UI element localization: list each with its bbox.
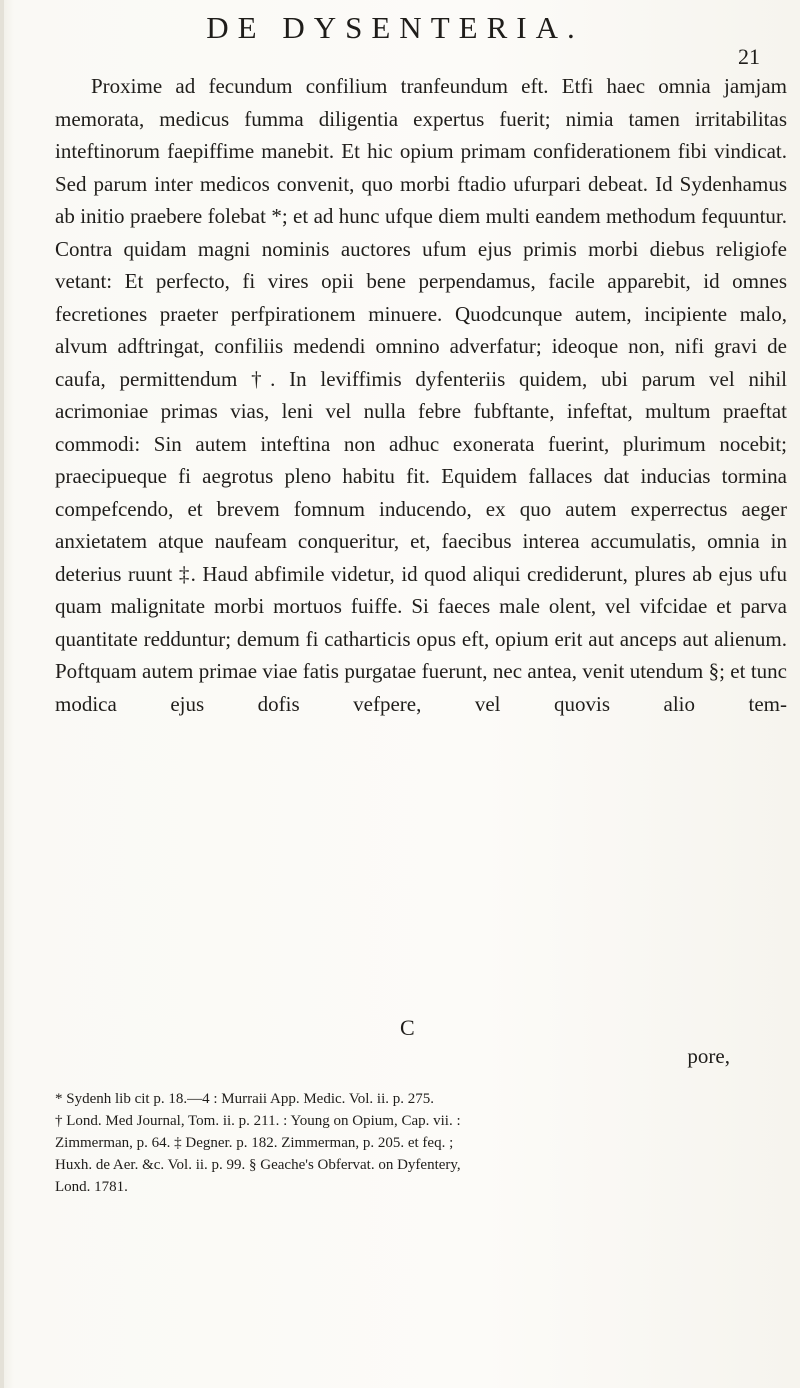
main-text <box>55 70 787 720</box>
catchword: pore, <box>687 1044 730 1068</box>
signature-mark: C <box>400 1015 415 1040</box>
footnote-column <box>55 1088 790 1198</box>
paragraph: Proxime ad fecundum confilium tranfeundum eft. Etfi haec omnia jamjam memorata, medicus fumma diligentia expertus fuerit; nimia tamen irritabilitas inteftinorum faepiffime manebit. Et hic opium primam confiderationem fibi vindicat. Sed parum inter medicos convenit, quo morbi ftadio ufurpari debeat. Id Sydenhamus ab initio praebere folebat *; et ad hunc ufque diem multi eandem methodum fequuntur. Contra quidam magni nominis auctores ufum ejus primis morbi diebus religiofe vetant: Et perfecto, fi vires opii bene perpendamus, facile apparebit, id omnes fecretiones praeter perfpirationem minuere. Quodcunque autem, incipiente malo, alvum adftringat, confiliis medendi omnino adverfatur; ideoque non, nifi gravi de caufa, permittendum †. In leviffimis dyfenteriis quidem, ubi parum vel nihil acrimoniae primas vias, leni vel nulla febre fubftante, infeftat, multum praeftat commodi: Sin autem inteftina non adhuc exonerata fuerint, plurimum nocebit; praecipueque fi aegrotus pleno habitu fit. Equidem fallaces dat inducias tormina compefcendo, et brevem fomnum inducendo, ex quo autem experrectus aeger anxietatem atque naufeam conqueritur, et, faecibus interea accumulatis, omnia in deterius ruunt ‡. Haud abfimile videtur, id quod aliqui crediderunt, plures ab ejus ufu quam malignitate morbi mortuos fuiffe. Si faeces male olent, vel vifcidae et parva quantitate redduntur; demum fi catharticis opus eft, opium erit aut anceps aut alienum. Poftquam autem primae viae fatis purgatae fuerunt, nec antea, venit utendum §; et tunc modica ejus dofis vefpere, vel quovis alio tem- <box>55 74 787 716</box>
footnote-line: Lond. 1781. <box>55 1179 128 1195</box>
page-header <box>90 10 760 70</box>
footnote-line: † Lond. Med Journal, Tom. ii. p. 211. : Young on Opium, Cap. vii. : <box>55 1113 461 1129</box>
page-number: 21 <box>738 44 760 69</box>
footnote-line: Huxh. de Aer. &c. Vol. ii. p. 99. § Geache's Obfervat. on Dyfentery, <box>55 1157 461 1173</box>
page-gutter-shadow <box>0 0 4 1388</box>
footnote-line: Zimmerman, p. 64. ‡ Degner. p. 182. Zimmerman, p. 205. et feq. ; <box>55 1135 454 1151</box>
running-title: DE DYSENTERIA. <box>206 10 584 45</box>
footnotes <box>55 1088 790 1198</box>
footnote-line: * Sydenh lib cit p. 18.—4 : Murraii App. Medic. Vol. ii. p. 275. <box>55 1091 435 1107</box>
